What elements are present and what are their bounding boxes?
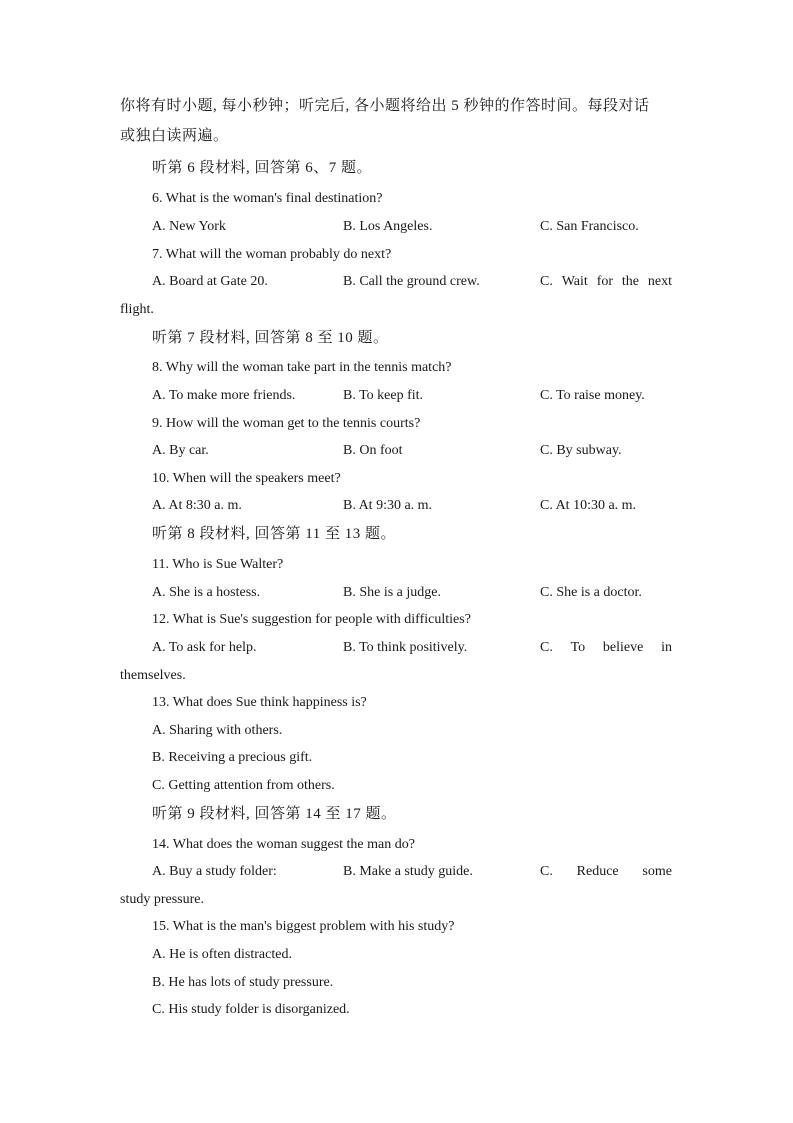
q12-option-c [540,638,672,658]
question-11: 11. Who is Sue Walter? [152,557,284,572]
section-7-header: 听第 7 段材料, 回答第 8 至 10 题。 [152,330,389,346]
q10-option-a: A. At 8:30 a. m. [152,498,242,513]
q11-option-b: B. She is a judge. [343,585,441,600]
q12-option-b: B. To think positively. [343,640,468,655]
question-9: 9. How will the woman get to the tennis courts? [152,416,421,431]
question-15: 15. What is the man's biggest problem with his study? [152,919,455,934]
question-6: 6. What is the woman's final destination? [152,191,383,206]
q7-option-c-word: Wait [561,274,588,289]
q13-option-a: A. Sharing with others. [152,723,283,738]
q11-option-a: A. She is a hostess. [152,585,261,600]
q6-option-b: B. Los Angeles. [343,219,433,234]
q14-option-c [540,862,672,882]
q7-option-c-word: C. [540,274,553,289]
question-14: 14. What does the woman suggest the man do? [152,837,415,852]
q8-option-a: A. To make more friends. [152,388,296,403]
question-10: 10. When will the speakers meet? [152,471,341,486]
q14-option-c-word: Reduce [576,864,619,879]
section-9-header: 听第 9 段材料, 回答第 14 至 17 题。 [152,806,397,822]
intro-line-2: 或独白读两遍。 [120,128,229,144]
q7-option-c-continued: flight. [120,302,154,317]
q13-option-c: C. Getting attention from others. [152,778,335,793]
q12-option-c-continued: themselves. [120,668,186,683]
section-6-header: 听第 6 段材料, 回答第 6、7 题。 [152,160,373,176]
q9-option-c: C. By subway. [540,443,622,458]
q6-option-a: A. New York [152,219,226,234]
q7-option-b: B. Call the ground crew. [343,274,480,289]
q12-option-a: A. To ask for help. [152,640,257,655]
question-8: 8. Why will the woman take part in the tennis match? [152,360,452,375]
q15-option-c: C. His study folder is disorganized. [152,1002,350,1017]
q12-option-c-word: believe [602,640,644,655]
q15-option-b: B. He has lots of study pressure. [152,975,334,990]
intro-line-1: 你将有时小题, 每小秒钟；听完后, 各小题将给出 5 秒钟的作答时间。每段对话 [120,98,650,114]
q12-option-c-word: C. [540,640,553,655]
q7-option-a: A. Board at Gate 20. [152,274,268,289]
q7-option-c [540,272,672,292]
q9-option-a: A. By car. [152,443,209,458]
question-13: 13. What does Sue think happiness is? [152,695,367,710]
section-8-header: 听第 8 段材料, 回答第 11 至 13 题。 [152,526,396,542]
q12-option-c-word: in [661,640,672,655]
q8-option-c: C. To raise money. [540,388,645,403]
q7-option-c-word: for [596,274,614,289]
q7-option-c-word: next [647,274,672,289]
q6-option-c: C. San Francisco. [540,219,639,234]
q10-option-c: C. At 10:30 a. m. [540,498,637,513]
q10-option-b: B. At 9:30 a. m. [343,498,433,513]
q8-option-b: B. To keep fit. [343,388,424,403]
q14-option-c-word: C. [540,864,553,879]
q14-option-c-continued: study pressure. [120,892,204,907]
q15-option-a: A. He is often distracted. [152,947,292,962]
q9-option-b: B. On foot [343,443,403,458]
q14-option-a: A. Buy a study folder: [152,864,277,879]
q11-option-c: C. She is a doctor. [540,585,642,600]
q14-option-b: B. Make a study guide. [343,864,473,879]
question-12: 12. What is Sue's suggestion for people with difficulties? [152,612,471,627]
q7-option-c-word: the [621,274,639,289]
question-7: 7. What will the woman probably do next? [152,247,392,262]
q12-option-c-word: To [570,640,586,655]
q13-option-b: B. Receiving a precious gift. [152,750,313,765]
q14-option-c-word: some [642,864,672,879]
